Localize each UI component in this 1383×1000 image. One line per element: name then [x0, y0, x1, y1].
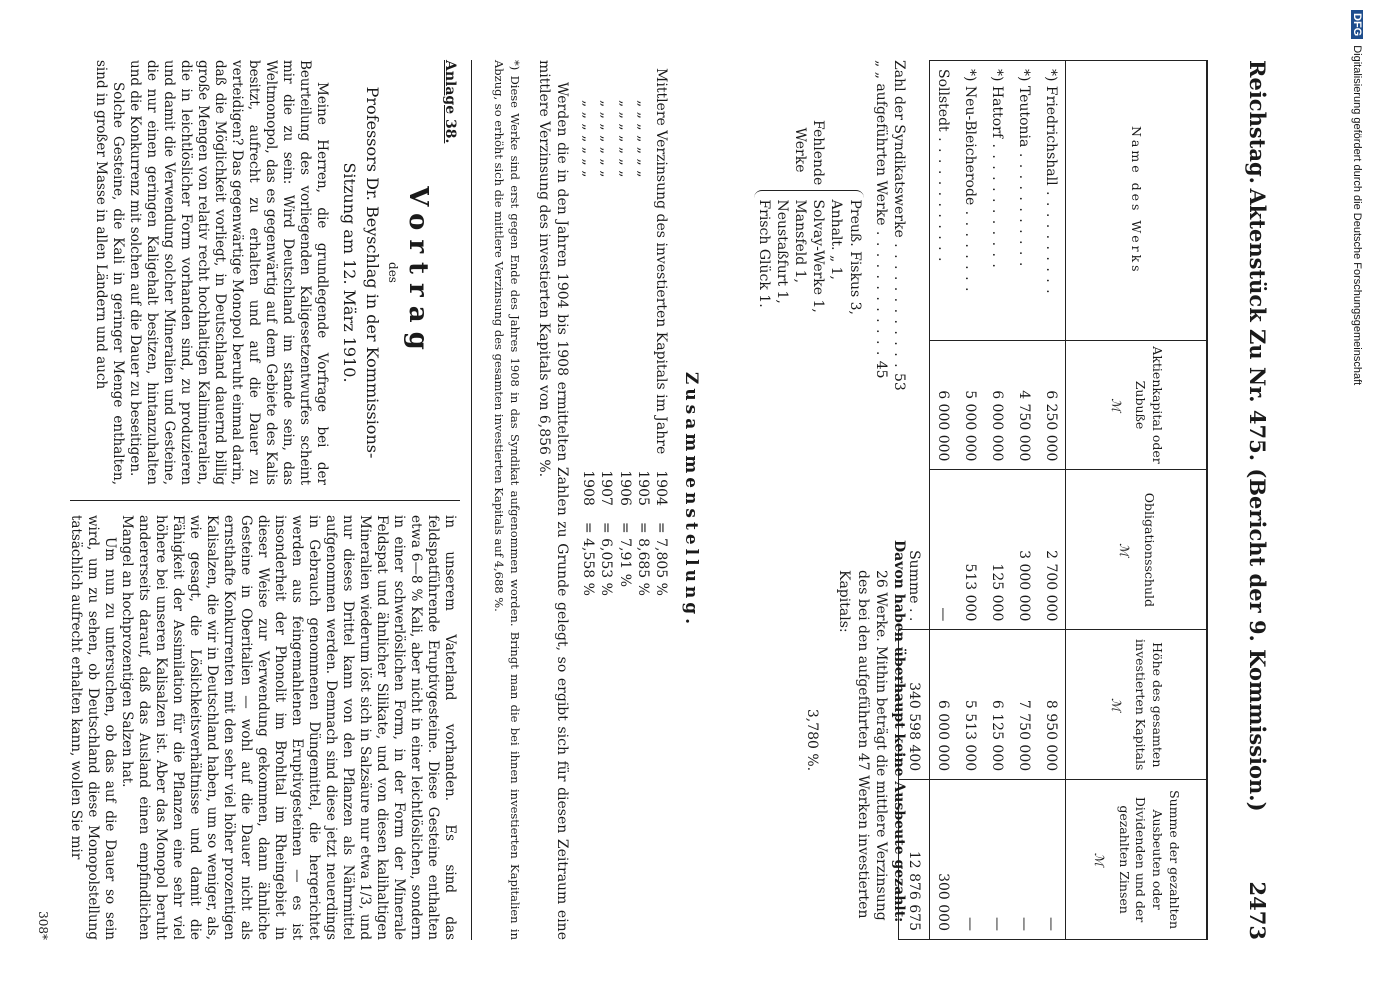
fehlende-werke: Fehlende Werke Preuß. Fiskus 3, Anhalt. „ 1, Solvay-Werke 1, Mansfeld 1, Neustaßfurt 1, Frisch Glück 1. [755, 120, 863, 315]
page-number: 2473 [1245, 881, 1270, 940]
col-header-summe: Summe der gezahlten Ausbeuten oder Dividenden und der gezahlten Zinsen ℳ [1066, 780, 1208, 940]
ausbeute-heading: Davon haben überhaupt keine Ausbeute gezahlt: [891, 540, 907, 923]
vortrag-title: Vortrag [403, 186, 434, 359]
sum-hoehe: 340 598 400 [899, 630, 930, 780]
digitization-text: Digitalisierung gefördert durch die Deutsche Forschungsgemeinschaft [1351, 45, 1363, 386]
right-column [67, 515, 458, 940]
digitization-note [1351, 10, 1363, 1000]
interest-row: „ „ „ „ „ „ „ 1906 = 7,91 % [616, 100, 633, 588]
anlage-label: Anlage 38. [442, 60, 458, 144]
footnote: *) Diese Werke sind erst gegen Ende des Jahres 1908 in das Syndikat aufgenommen worden. Bringt man die bei ihnen investierten Kapitalien in Abzug, so erhöht sich die mittlere Verzinsung des gesamten investierten Kapitals auf 4,688 %. [492, 60, 522, 940]
header-left: Reichstag. [1245, 60, 1270, 184]
right-paragraph: Um nun zu untersuchen, ob das auf die Dauer so sein wird, um zu sehen, ob Deutschland diese Monopolstellung tatsächlich aufrecht erhalten kann, wollen Sie mir [68, 515, 118, 940]
fehlende-list: Preuß. Fiskus 3, Anhalt. „ 1, Solvay-Werke 1, Mansfeld 1, Neustaßfurt 1, Frisch Glück 1. [755, 190, 864, 315]
col-header-hoehe: Höhe des gesamten investierten Kapitals ℳ [1066, 630, 1208, 780]
interest-row: Mittlere Verzinsung des investierten Kapitals im Jahre 1904 = 7,805 % [653, 68, 669, 596]
col-header-aktienkapital: Aktienkapital oder Zubuße ℳ [1066, 340, 1208, 470]
counts-block: Zahl der Syndikatswerke . . . . . . . . . . . . 53 „ „ aufgeführten Werke . . . . . . . . . . . . 45 Fehlende Werke Preuß. Fiskus 3, Anhalt. „ 1, Solvay-Werke 1, Mansfeld 1, Neustaßfurt 1, Frisch Glück 1. [755, 60, 909, 530]
right-paragraph: in unserem Vaterland vorhanden. Es sind das feldspatführende Eruptivgesteine. Diese Gesteine enthalten etwa 6—8 % Kali, aber nicht in einer leichtlöslichen, sondern in einer schwerlöslichen Form, in der Form der Minerale Feldspat und ähnlicher Silikate, und von diesen kalihaltigen Mineralien wiederum löst sich in Salzsäure nur etwa 1/3, und nur dieses Drittel kann von den Pflanzen als Nährmittel aufgenommen werden. Demnach sind diese jetzt neuerdings in Gebrauch genommenen Düngemittel, die hergerichtet werden aus feingemahlenen Eruptivgesteinen — es ist insonderheit der Phonolit im Brohltal im Rheingebiet in dieser Weise zur Verwendung gekommen, dann ähnliche Gesteine in Oberitalien — wohl auf die Dauer nicht als ernsthafte Konkurrenten mit den sehr viel höher prozentigen Kalisalzen, die wir in Deutschland haben, um so weniger, als, wie gesagt, die Löslichkeitsverhältnisse und damit die Fähigkeit der Assimilation für die Pflanzen eine sehr viel höhere bei unseren Kalisalzen ist. Aber das Monopol beruht andererseits darauf, daß das Ausland einen empfindlichen Mangel an hochprozentigen Salzen hat. [119, 515, 458, 940]
left-column [92, 60, 458, 485]
dfg-logo: DFG [1351, 10, 1363, 39]
conclusion-text: Werden die in den Jahren 1904 bis 1908 ermittelten Zahlen zu Grunde gelegt, so ergibt sich für diesen Zeitraum eine mittlere Verzinsung des investierten Kapitals von 6,856 %. [535, 60, 571, 940]
table-row: *) Friedrichshall . . . . . . . . . . 6 250 000 2 700 000 8 950 000 — [1038, 61, 1066, 940]
works-table [898, 60, 1208, 940]
header-title: Aktenstück Zu Nr. 475. (Bericht der 9. Kommission.) [1245, 188, 1270, 812]
sum-row: Summe . . 340 598 400 12 876 675 [899, 61, 930, 940]
page-footer-mark: 308* [36, 911, 50, 940]
section-divider [471, 60, 472, 940]
table-row: Sollstedt . . . . . . . . . . . . 6 000 000 — 6 000 000 300 000 [930, 61, 958, 940]
ausbeute-text: 26 Werke. Mithin beträgt die mittlere Verzinsung des bei den aufgeführten 47 Werken investierten Kapitals: [836, 570, 889, 921]
sum-summe: 12 876 675 [899, 780, 930, 940]
vortrag-subtitle: Professors Dr. Beyschlag in der Kommissions-Sitzung am 12. März 1910. [340, 86, 382, 459]
sum-label: Summe [905, 550, 922, 604]
interest-row: „ „ „ „ „ „ „ 1908 = 4,558 % [580, 100, 597, 596]
vortrag-des: des [385, 262, 400, 283]
col-header-obligationsschuld: Obligationsschuld ℳ [1066, 470, 1208, 630]
interest-table [579, 60, 670, 604]
interest-row: „ „ „ „ „ „ „ 1905 = 8,685 % [634, 100, 651, 596]
zusammenstellung-heading: Zusammenstellung. [681, 371, 701, 629]
left-paragraph: Meine Herren, die grundlegende Vorfrage bei der Beurteilung des vorliegenden Kaligesetzentwurfes scheint mir die zu sein: Wird Deutschland im stande sein, das Weltmonopol, das es gegenwärtig auf dem Gebiete des Kalis besitzt, aufrecht zu erhalten und auf die Dauer zu verteidigen? Das gegenwärtige Monopol beruht einmal darin, daß die Möglichkeit vorliegt, in Deutschland dauernd billig große Mengen von relativ recht hochhaltigen Kalimineralien, die in leichtlöslicher Form vorhanden sind, zu produzieren und damit die Verwendung solcher Mineralien und Gesteine, die nur einen geringen Kaligehalt besitzen, hintanzuhalten und die Konkurrenz mit solchen auf die Dauer zu beseitigen. [126, 60, 330, 485]
left-paragraph: Solche Gesteine, die Kali in geringer Menge enthalten, sind in großer Masse in allen Ländern und auch [92, 60, 126, 485]
table-row: *) Hattorf . . . . . . . . . . . . 6 000 000 125 000 6 125 000 — [984, 61, 1011, 940]
interest-block [535, 60, 670, 940]
table-row: *) Neu-Bleicherode . . . . . . . . 5 000 000 513 000 5 513 000 — [957, 61, 984, 940]
page-header [1236, 60, 1276, 940]
col-header-name: Name des Werks [1066, 61, 1208, 341]
ausbeute-value: 3,780 %. [804, 708, 821, 772]
interest-row: „ „ „ „ „ „ „ 1907 = 6,053 % [598, 100, 615, 596]
ausbeute-block [803, 540, 908, 940]
column-divider [70, 500, 460, 501]
table-header-row [1066, 61, 1208, 940]
table-row: *) Teutonia . . . . . . . . . . . 4 750 000 3 000 000 7 750 000 — [1011, 61, 1038, 940]
